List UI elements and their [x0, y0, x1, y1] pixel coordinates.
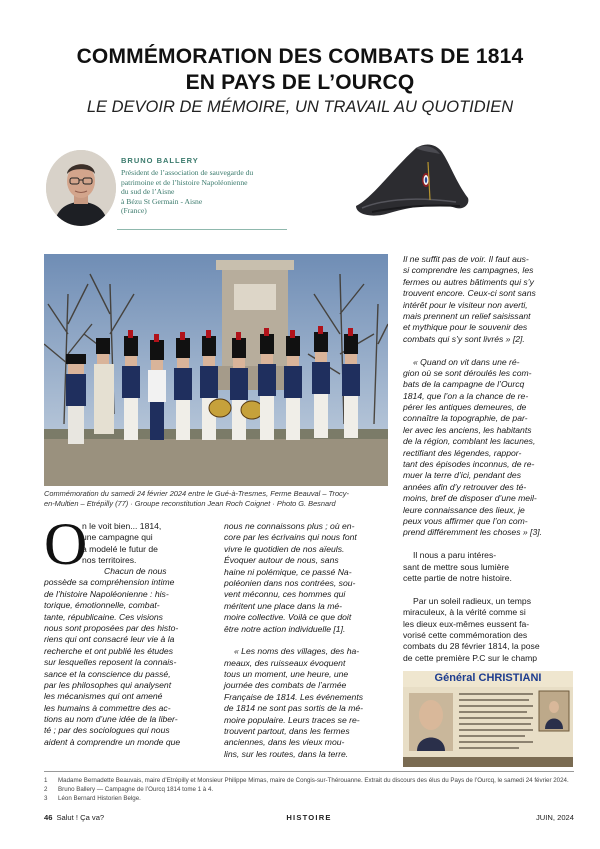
body-line: Chacun de nous — [104, 566, 167, 576]
body-line: sant de mettre sous lumière — [403, 561, 510, 572]
body-column-1 — [44, 566, 216, 748]
body-line: leure connaissance des lieux, je — [403, 504, 525, 515]
body-line: Il ne suffit pas de voir. Il faut aus- — [403, 254, 529, 264]
body-line: moire collective. Voilà ce que doit — [224, 612, 352, 623]
body-line: journée des combats de l’armée — [224, 680, 347, 691]
photo-caption-line: en-Multien – Etrépilly (77) · Groupe reconstitution Jean Roch Coignet · Photo G. Besnard — [44, 499, 336, 508]
body-line: « Les noms des villages, des ha- — [234, 646, 360, 657]
body-line: n le voit bien... 1814, — [82, 521, 162, 531]
body-line: rectifiant des légendes, rappor- — [403, 447, 522, 458]
body-line: combats du 28 février 1814, la pose — [403, 641, 540, 652]
body-line: anciennes, dans les vieux mou- — [224, 737, 345, 748]
body-line: tant des épisodes inconnus, de re- — [403, 459, 535, 470]
footnote-number: 3 — [44, 795, 48, 802]
article-title — [0, 44, 600, 96]
body-line: par les philosophes qui analysent — [44, 679, 172, 690]
body-line: les dieux eux-mêmes eussent fa- — [403, 618, 530, 629]
body-line: vivre le quotidien de nos aïeuls. — [224, 543, 345, 554]
author-bio-line: à Bézu St Germain - Aisne — [121, 196, 203, 206]
footnotes — [44, 776, 574, 803]
section-name: HISTOIRE — [286, 813, 332, 822]
body-line: de la région, comblant les lacunes, — [403, 436, 536, 447]
bicorne-hat-image — [352, 140, 476, 232]
body-line: lins, sur les routes, dans la terre. — [224, 748, 349, 759]
body-line: bats de la campagne de l’Ourcq — [403, 379, 525, 390]
body-line: ler avec les anciens, les habitants — [403, 424, 532, 435]
title-line-1: COMMÉMORATION DES COMBATS DE 1814 — [76, 45, 524, 68]
author-bio-line: patrimoine et de l’histoire Napoléonienne — [121, 177, 248, 187]
article-subtitle: LE DEVOIR DE MÉMOIRE, UN TRAVAIL AU QUOTIDIEN — [86, 98, 514, 116]
body-line: vorisé cette commémoration des — [403, 629, 528, 640]
body-line: nous sont proposées par des histo- — [44, 622, 179, 633]
body-line: pérer les antiques demeures, de — [403, 402, 527, 413]
author-divider — [117, 229, 287, 230]
issue-date: JUIN, 2024 — [536, 813, 574, 822]
body-line: core par les écrivains qui nous font — [224, 532, 357, 543]
body-line: connaître la topographie, de par- — [403, 413, 528, 424]
footnote-number: 2 — [44, 786, 48, 793]
footnote-number: 1 — [44, 777, 48, 784]
footnote-text: Bruno Ballery — Campagne de l’Ourcq 1814 tome 1 à 4. — [58, 786, 214, 793]
body-line: haine ni polémique, ce passé Na- — [224, 566, 352, 577]
poster-heading: Général CHRISTIANI — [434, 672, 542, 684]
body-line: si comprendre les campagnes, les — [403, 265, 534, 276]
body-line: Par un soleil radieux, un temps — [413, 595, 531, 606]
dropcap-letter: O — [44, 511, 88, 577]
body-line: une campagne qui — [82, 532, 153, 543]
paragraph-gap — [403, 539, 575, 550]
paragraph-gap — [403, 345, 575, 356]
body-line: être notre action individuelle [1]. — [224, 623, 346, 634]
commemoration-scene-image — [44, 254, 388, 486]
body-line: trouvent partout, dans les fermes — [224, 726, 350, 737]
body-line: 1814, que l’on a la chance de re- — [403, 390, 529, 401]
footnote-text: Madame Bernadette Beauvais, maire d’Etrépilly et Monsieur Philippe Mimas, maire de Congis-sur-Thérouanne. Extrait du discours des élus du Pays de l’Ourcq, le samedi 24 février 2024. — [58, 777, 569, 784]
body-line: tous un moment, une heure, une — [224, 669, 349, 680]
body-line: combats qui s’y sont livrés » [2]. — [403, 333, 525, 344]
author-bio — [121, 168, 291, 216]
body-line: possède sa compréhension intime — [44, 577, 175, 588]
body-line: « Quand on vit dans une ré- — [413, 356, 520, 367]
body-line: moins, bref de disposer d’une meil- — [403, 493, 537, 504]
body-line: de l’histoire Napoléonienne : his- — [44, 588, 169, 599]
magazine-name: Salut ! Ça va? — [56, 813, 105, 822]
body-line: Évoquer autour de nous, sans — [224, 555, 339, 566]
body-line: mais prennent un relief saisissant — [403, 310, 531, 321]
body-line: torique, émotionnelle, combat- — [44, 600, 160, 611]
body-line: meaux, des ruisseaux évoquent — [224, 657, 346, 668]
intro-paragraph — [82, 521, 161, 567]
body-line: prend différemment les choses » [3]. — [403, 527, 543, 538]
body-line: fermes ou autres bâtiments qui s’y — [403, 276, 534, 287]
body-line: sance et la conscience du passé, — [44, 668, 171, 679]
body-line: riens qui ont consacré leur vie à la — [44, 634, 175, 645]
body-line: Il nous a paru intéres- — [413, 550, 497, 561]
footnote-item — [44, 776, 574, 785]
general-christiani-poster — [403, 671, 573, 767]
commemoration-photo — [44, 254, 388, 486]
author-portrait-image — [46, 150, 116, 226]
body-line: a modelé le futur de — [82, 543, 158, 554]
body-line: vent méconnu, ces hommes qui — [224, 589, 346, 600]
body-line: gion où se sont déroulés les com- — [403, 367, 532, 378]
body-line: Française de 1814. Les événements — [224, 691, 364, 702]
footnote-item — [44, 794, 574, 803]
author-bio-line: Président de l’association de sauvegarde du — [121, 168, 254, 177]
body-line: aident à comprendre un monde que — [44, 736, 181, 747]
body-line: et mythique pour le souvenir des — [403, 322, 528, 333]
body-line: tions au nom d’une idée de la liber- — [44, 714, 178, 725]
body-line: muer la terre d’ici, pendant des — [403, 470, 521, 481]
body-line: les humains à commettre des ac- — [44, 702, 171, 713]
author-name: BRUNO BALLERY — [121, 156, 199, 165]
author-bio-line: (France) — [121, 206, 147, 216]
body-line: recherche et ont publié les études — [44, 645, 173, 656]
author-bio-line: du sud de l’Aisne — [121, 187, 175, 197]
body-line: de 1814 ne sont pas sortis de la mé- — [224, 703, 364, 714]
footnote-item — [44, 785, 574, 794]
body-line: té ; par des sociologues qui nous — [44, 725, 170, 736]
body-line: moire populaire. Leurs traces se re- — [224, 714, 360, 725]
photo-caption — [44, 489, 390, 509]
paragraph-gap — [403, 584, 575, 595]
body-line: intérêt pour le visiteur non averti, — [403, 299, 528, 310]
body-line: tante, républicaine. Ces visions — [44, 611, 163, 622]
body-column-3 — [403, 254, 575, 664]
body-line: les mécanismes qui ont amené — [44, 691, 163, 702]
body-line: trouvent encore. Ceux-ci sont sans — [403, 288, 536, 299]
body-line: sur lesquelles reposent la connais- — [44, 657, 177, 668]
body-column-2 — [224, 521, 394, 760]
photo-caption-line: Commémoration du samedi 24 février 2024 entre le Gué-à-Tresmes, Ferme Beauval – Trocy- — [44, 489, 349, 498]
body-line: peux vous affirmer que l’on com- — [403, 515, 528, 526]
body-line: miraculeux, à la vérité comme si — [403, 607, 526, 618]
footnote-text: Léon Bernard Historien Belge. — [58, 795, 141, 802]
footnotes-divider — [44, 771, 574, 772]
body-line: nos territoires. — [82, 555, 137, 566]
page-footer — [44, 813, 574, 825]
body-line: poléonien dans nos contrées, sou- — [224, 577, 356, 588]
paragraph-gap — [224, 635, 394, 646]
poster-image — [403, 671, 573, 767]
author-avatar — [46, 150, 116, 226]
body-line: de cette première P.C sur le champ — [403, 652, 538, 663]
page-number: 46 — [44, 813, 53, 822]
body-line: cette partie de notre histoire. — [403, 572, 512, 583]
body-line: années afin d’y retrouver des té- — [403, 481, 527, 492]
title-line-2: EN PAYS DE L’OURCQ — [185, 71, 415, 94]
body-line: nous ne connaissons plus ; où en- — [224, 521, 355, 531]
body-line: méritent une place dans la mé- — [224, 600, 342, 611]
